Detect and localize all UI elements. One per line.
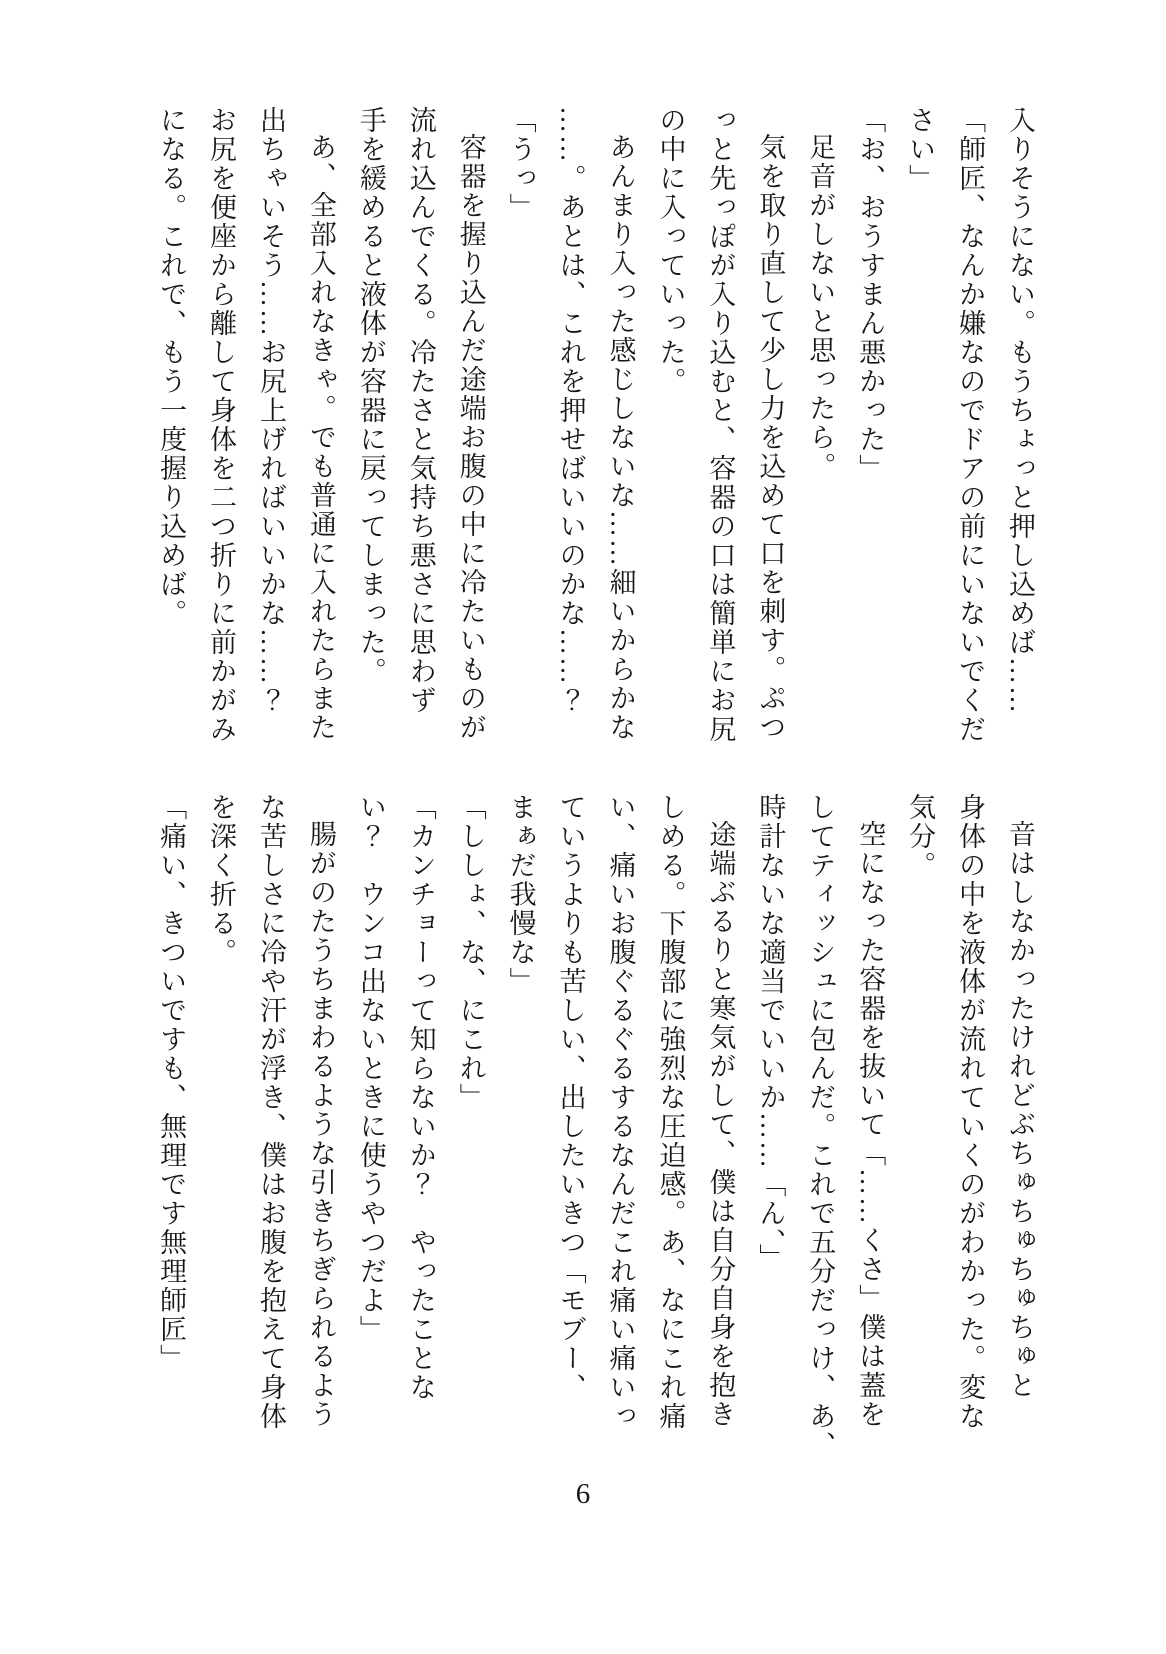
text-block-lower bbox=[145, 793, 1044, 1493]
text-line: ていうよりも苦しい、出したいきつ「モブー、 bbox=[555, 793, 586, 1402]
text-line: まぁだ我慢な」 bbox=[505, 793, 536, 996]
text-line: 足音がしないと思ったら。 bbox=[805, 133, 836, 481]
text-line: い？ ウンコ出ないときに使うやつだよ」 bbox=[355, 793, 386, 1344]
text-line: 「カンチョーって知らないか？ やったことな bbox=[405, 793, 436, 1402]
text-line: さい」 bbox=[905, 106, 936, 193]
text-line: 気分。 bbox=[905, 793, 936, 880]
text-line: 手を緩めると液体が容器に戻ってしまった。 bbox=[355, 106, 386, 686]
page-number: 6 bbox=[575, 1478, 591, 1510]
text-line: 流れ込んでくる。冷たさと気持ち悪さに思わず bbox=[405, 106, 436, 715]
text-line: 空になった容器を抜いて「……くさ」僕は蓋を bbox=[855, 820, 886, 1429]
text-line: な苦しさに冷や汗が浮き、僕はお腹を抱えて身体 bbox=[255, 793, 286, 1431]
text-line: っと先っぽが入り込むと、容器の口は簡単にお尻 bbox=[705, 106, 736, 744]
text-line: 途端ぶるりと寒気がして、僕は自分自身を抱き bbox=[705, 820, 736, 1429]
text-line: 気を取り直して少し力を込めて口を刺す。ぷつ bbox=[755, 133, 786, 742]
text-line: 出ちゃいそう……お尻上げればいいかな……？ bbox=[255, 106, 286, 715]
text-line: 「ししょ、な、にこれ」 bbox=[455, 793, 486, 1112]
text-line: 入りそうにない。もうちょっと押し込めば…… bbox=[1005, 106, 1035, 715]
text-line: してティッシュに包んだ。これで五分だっけ、あ、 bbox=[805, 793, 836, 1460]
text-line: あんまり入った感じしないな……細いからかな bbox=[605, 133, 636, 742]
text-line: 腸がのたうちまわるような引きちぎられるよう bbox=[305, 820, 336, 1429]
text-line: お尻を便座から離して身体を二つ折りに前かがみ bbox=[206, 106, 236, 744]
text-line: 「お、おうすまん悪かった」 bbox=[855, 106, 886, 483]
text-line: 「師匠、なんか嫌なのでドアの前にいないでくだ bbox=[955, 106, 986, 744]
text-line: 音はしなかったけれどぶちゅちゅちゅちゅと bbox=[1005, 820, 1035, 1400]
text-line: 時計ないな適当でいいか……「ん、」 bbox=[755, 793, 786, 1273]
text-line: になる。これで、もう一度握り込めば。 bbox=[156, 106, 187, 628]
text-line: 「うっ」 bbox=[505, 106, 536, 222]
text-line: い、痛いお腹ぐるぐるするなんだこれ痛い痛いっ bbox=[605, 793, 636, 1431]
text-line: ……。あとは、これを押せばいいのかな……？ bbox=[555, 106, 586, 715]
text-line: 身体の中を液体が流れていくのがわかった。変な bbox=[955, 793, 986, 1431]
text-block-upper bbox=[145, 106, 1044, 806]
text-line: の中に入っていった。 bbox=[655, 106, 686, 396]
text-line: あ、全部入れなきゃ。でも普通に入れたらまた bbox=[305, 133, 336, 742]
text-line: を深く折る。 bbox=[206, 793, 236, 967]
text-line: 「痛い、きついですも、無理です無理師匠」 bbox=[156, 793, 187, 1373]
text-line: 容器を握り込んだ途端お腹の中に冷たいものが bbox=[455, 133, 486, 742]
text-line: しめる。下腹部に強烈な圧迫感。あ、なにこれ痛 bbox=[655, 793, 686, 1431]
